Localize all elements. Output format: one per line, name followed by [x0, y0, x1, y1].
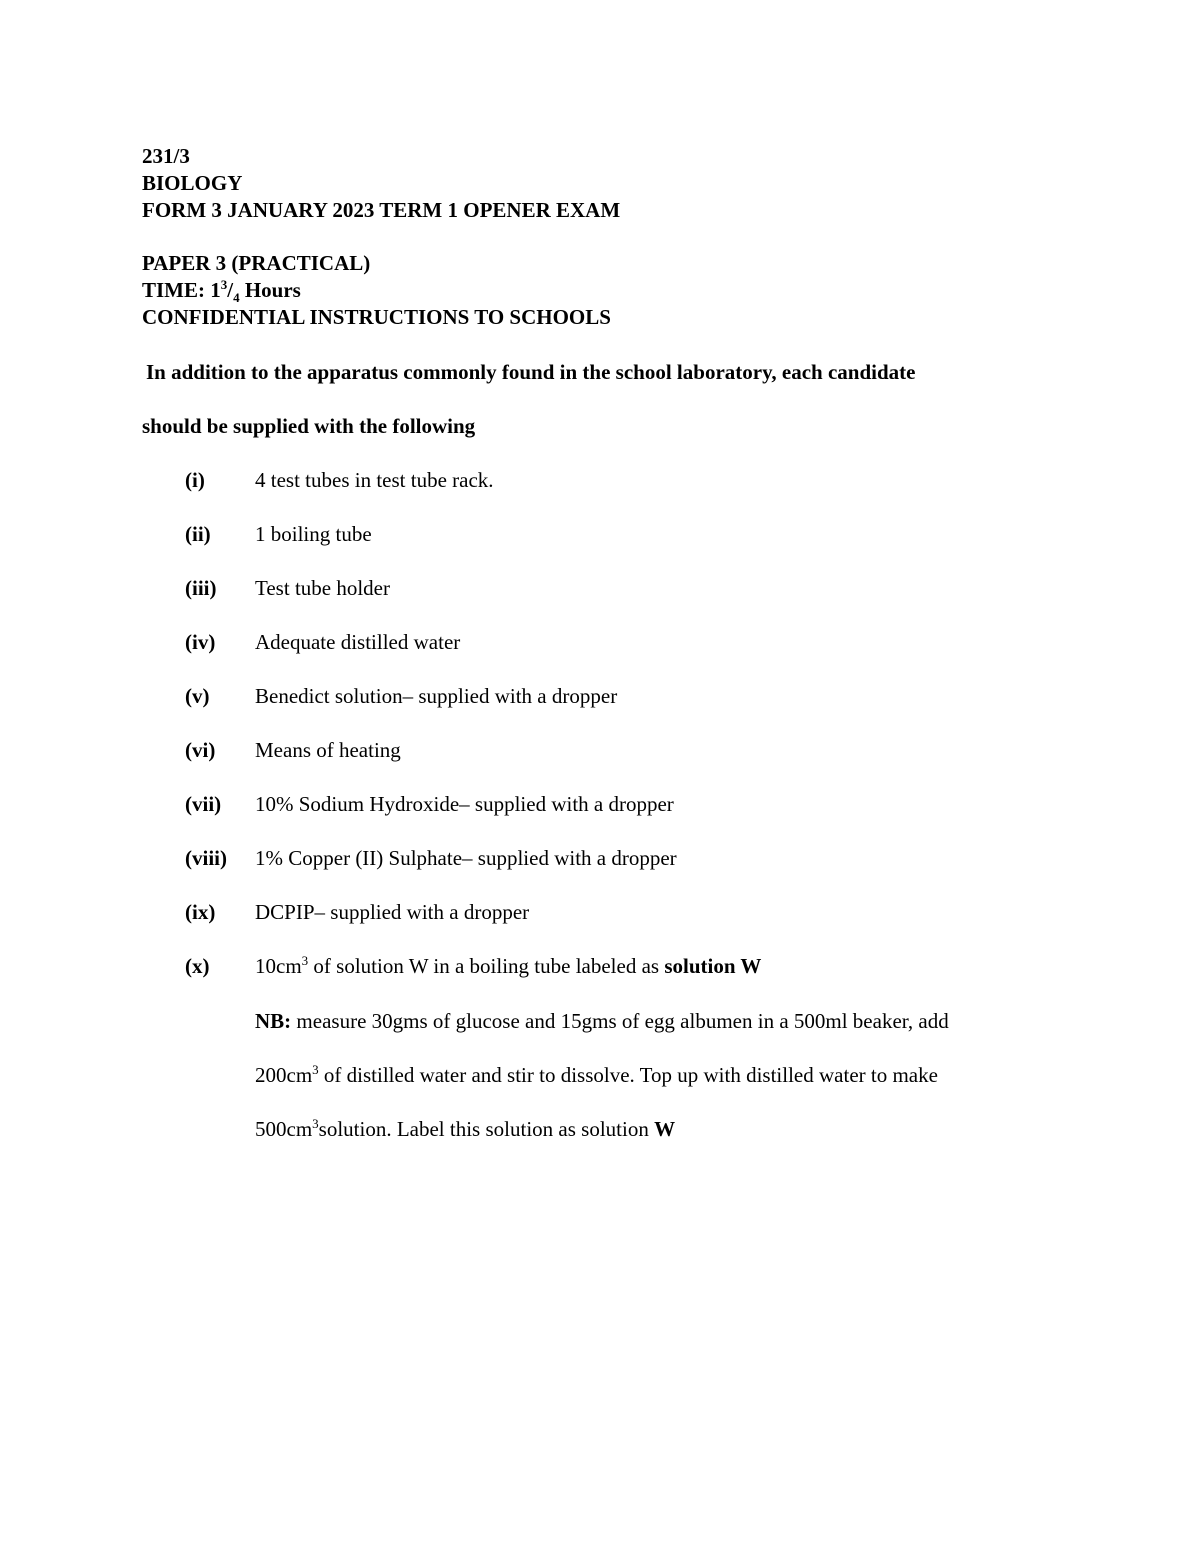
- paper-title: PAPER 3 (PRACTICAL): [142, 251, 371, 275]
- item-text: Test tube holder: [255, 576, 390, 600]
- item-number: (iii): [185, 576, 217, 600]
- item-number: (v): [185, 684, 210, 708]
- item-number: (ix): [185, 900, 216, 924]
- item-number: (x): [185, 954, 210, 978]
- item-text: Means of heating: [255, 738, 401, 762]
- exam-header: [142, 143, 620, 331]
- item-number: (vii): [185, 792, 222, 816]
- item-number: (iv): [185, 630, 216, 654]
- intro-line-1: In addition to the apparatus commonly found in the school laboratory, each candidate: [146, 360, 916, 384]
- item-text: 1 boiling tube: [255, 522, 372, 546]
- note-line-1: NB: measure 30gms of glucose and 15gms of egg albumen in a 500ml beaker, add: [255, 1009, 949, 1033]
- item-text: $10cm^3$ of solution W in a boiling tube labeled as solution W: [255, 953, 762, 978]
- note-line-3: $500cm^3solution$. Label this solution as solution W: [255, 1116, 676, 1141]
- item-number: (ii): [185, 522, 211, 546]
- time-allowed: TIME: $1^3/_4$ Hours: [142, 277, 301, 306]
- exam-title: FORM 3 JANUARY 2023 TERM 1 OPENER EXAM: [142, 198, 621, 222]
- item-number: (viii): [185, 846, 227, 870]
- item-number: (vi): [185, 738, 216, 762]
- subject-title: BIOLOGY: [142, 171, 243, 195]
- paper-code: 231/3: [142, 144, 190, 168]
- item-text: 10% Sodium Hydroxide– supplied with a dropper: [255, 792, 674, 816]
- item-text: 1% Copper (II) Sulphate– supplied with a dropper: [255, 846, 677, 870]
- item-text: Adequate distilled water: [255, 630, 461, 654]
- item-text: 4 test tubes in test tube rack.: [255, 468, 494, 492]
- intro-line-2: should be supplied with the following: [142, 414, 476, 438]
- item-text: DCPIP– supplied with a dropper: [255, 900, 530, 924]
- note-label: NB:: [255, 1009, 292, 1033]
- instructions-heading: CONFIDENTIAL INSTRUCTIONS TO SCHOOLS: [142, 305, 611, 329]
- note-line-2: $200cm^3$ of distilled water and stir to dissolve. Top up with distilled water to make: [255, 1062, 938, 1087]
- intro-paragraph: [142, 359, 916, 440]
- item-text: Benedict solution– supplied with a dropper: [255, 684, 618, 708]
- item-number: (i): [185, 468, 205, 492]
- preparation-note: [255, 1008, 949, 1170]
